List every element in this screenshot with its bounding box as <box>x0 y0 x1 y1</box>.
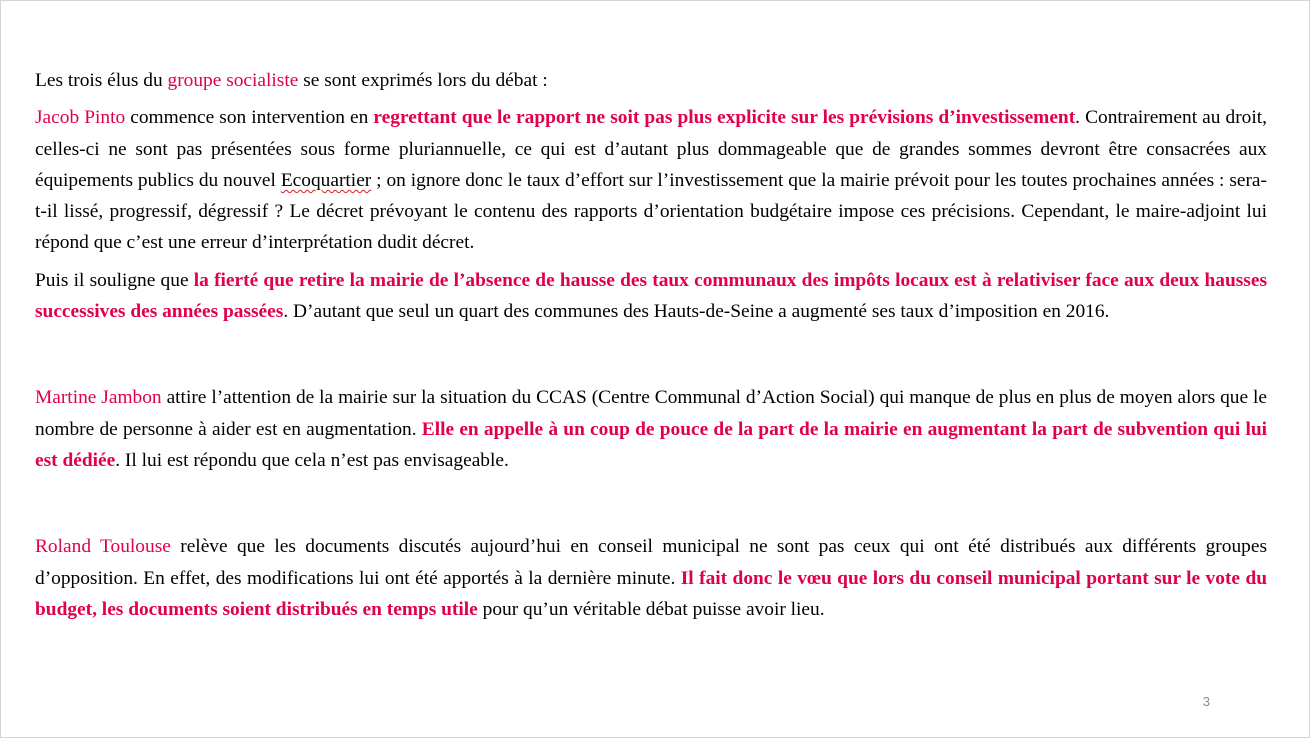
toulouse-paragraph <box>35 531 1267 625</box>
speaker-name-toulouse: Roland Toulouse <box>35 536 171 558</box>
document-body <box>35 65 1267 625</box>
toulouse-text-1: relève que les documents discutés aujourd’hui en conseil municipal ne sont pas ceux qui ont été distribués aux différents groupes d’opposition. En effet, des modifications lui ont été apportés à la dernière minute. <box>35 536 1267 589</box>
pinto2-highlight-1: la fierté que retire la mairie de l’absence de hausse des taux communaux des impôts locaux est à relativiser face aux deux hausses successives des années passées <box>35 269 1267 323</box>
speaker-name-jambon: Martine Jambon <box>35 387 162 409</box>
pinto-text-2: . Contrairement au droit, celles-ci ne sont pas présentées sous forme pluriannuelle, ce qui est d’autant plus dommageable que de grandes sommes devront être consacrées aux équipements publics du nouvel <box>35 107 1267 191</box>
jambon-text-1: attire l’attention de la mairie sur la situation du CCAS (Centre Communal d’Action Social) qui manque de plus en plus de moyen alors que le nombre de personne à aider est en augmentation. <box>35 387 1267 440</box>
pinto-highlight-1: regrettant que le rapport ne soit pas plus explicite sur les prévisions d’investissement <box>373 107 1076 129</box>
pinto2-text-2: . D’autant que seul un quart des communes des Hauts-de-Seine a augmenté ses taux d’imposition en 2016. <box>283 301 1110 323</box>
intro-text-after: se sont exprimés lors du débat : <box>298 70 548 91</box>
pinto-paragraph <box>35 102 1267 258</box>
jambon-highlight-1: Elle en appelle à un coup de pouce de la part de la mairie en augmentant la part de subvention qui lui est dédiée <box>35 418 1267 471</box>
pinto-text-3: ; on ignore donc le taux d’effort sur l’investissement que la mairie prévoit pour les toutes prochaines années : sera-t-il lissé, progressif, dégressif ? Le décret prévoyant le contenu des rapports d’orientation budgétaire impose ces précisions. Cependant, le maire-adjoint lui répond que c’est une erreur d’interprétation dudit décret. <box>35 169 1267 254</box>
jambon-paragraph <box>35 382 1267 476</box>
pinto-followup-paragraph <box>35 265 1267 328</box>
pinto-text-1: commence son intervention en <box>125 107 374 129</box>
toulouse-text-2: pour qu’un véritable débat puisse avoir lieu. <box>477 598 825 620</box>
intro-text-before: Les trois élus du <box>35 70 168 91</box>
group-name: groupe socialiste <box>167 70 299 91</box>
jambon-text-2: . Il lui est répondu que cela n’est pas envisageable. <box>115 449 509 471</box>
intro-paragraph <box>35 65 1267 96</box>
toulouse-highlight-1: Il fait donc le vœu que lors du conseil municipal portant sur le vote du budget, les documents soient distribués en temps utile <box>35 567 1268 620</box>
pinto2-text-1: Puis il souligne que <box>35 269 194 291</box>
spellcheck-word-ecoquartier: Ecoquartier <box>280 169 372 191</box>
speaker-name-pinto: Jacob Pinto <box>35 107 126 129</box>
page-number: 3 <box>1202 694 1210 709</box>
